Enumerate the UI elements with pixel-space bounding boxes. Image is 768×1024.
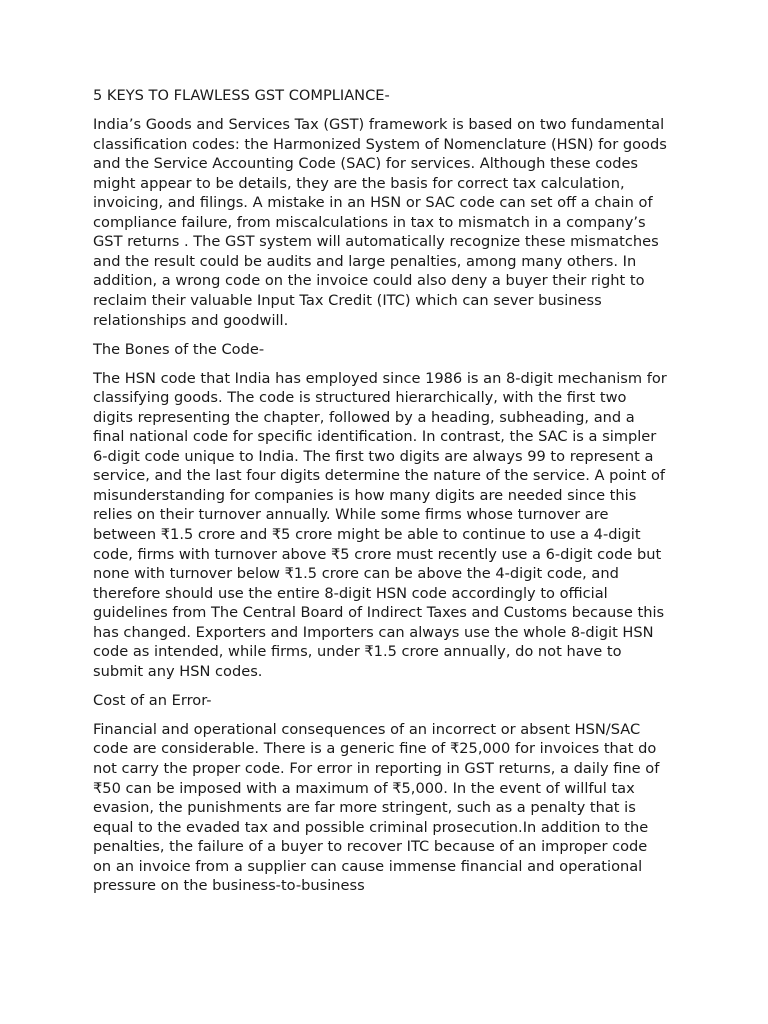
document-page — [93, 86, 668, 905]
section-body-cost-of-error: Financial and operational consequences of an incorrect or absent HSN/SAC code are considerable. There is a generic fine of ₹25,000 for invoices that do not carry the proper code. For error in reporting in GST returns, a daily fine of ₹50 can be imposed with a maximum of ₹5,000. In the event of willful tax evasion, the punishments are far more stringent, such as a penalty that is equal to the evaded tax and possible criminal prosecution.In addition to the penalties, the failure of a buyer to recover ITC because of an improper code on an invoice from a supplier can cause immense financial and operational pressure on the business-to-business — [93, 720, 660, 895]
section-heading-cost-of-error: Cost of an Error- — [93, 691, 212, 709]
section-heading-bones-of-code: The Bones of the Code- — [93, 340, 265, 358]
intro-paragraph: India’s Goods and Services Tax (GST) framework is based on two fundamental classification codes: the Harmonized System of Nomenclature (HSN) for goods and the Service Accounting Code (SAC) for services. Although these codes might appear to be details, they are the basis for correct tax calculation, invoicing, and filings. A mistake in an HSN or SAC code can set off a chain of compliance failure, from miscalculations in tax to mismatch in a company’s GST returns . The GST system will automatically recognize these mismatches and the result could be audits and large penalties, among many others. In addition, a wrong code on the invoice could also deny a buyer their right to reclaim their valuable Input Tax Credit (ITC) which can sever business relationships and goodwill. — [93, 116, 667, 329]
section-body-bones-of-code: The HSN code that India has employed since 1986 is an 8-digit mechanism for classifying goods. The code is structured hierarchically, with the first two digits representing the chapter, followed by a heading, subheading, and a final national code for specific identification. In contrast, the SAC is a simpler 6-digit code unique to India. The first two digits are always 99 to represent a service, and the last four digits determine the nature of the service. A point of misunderstanding for companies is how many digits are needed since this relies on their turnover annually. While some firms whose turnover are between ₹1.5 crore and ₹5 crore might be able to continue to use a 4-digit code, firms with turnover above ₹5 crore must recently use a 6-digit code but none with turnover below ₹1.5 crore can be above the 4-digit code, and therefore should use the entire 8-digit HSN code accordingly to official guidelines from The Central Board of Indirect Taxes and Customs because this has changed. Exporters and Importers can always use the whole 8-digit HSN code as intended, while firms, under ₹1.5 crore annually, do not have to submit any HSN codes. — [93, 369, 667, 680]
document-title: 5 KEYS TO FLAWLESS GST COMPLIANCE- — [93, 87, 390, 104]
